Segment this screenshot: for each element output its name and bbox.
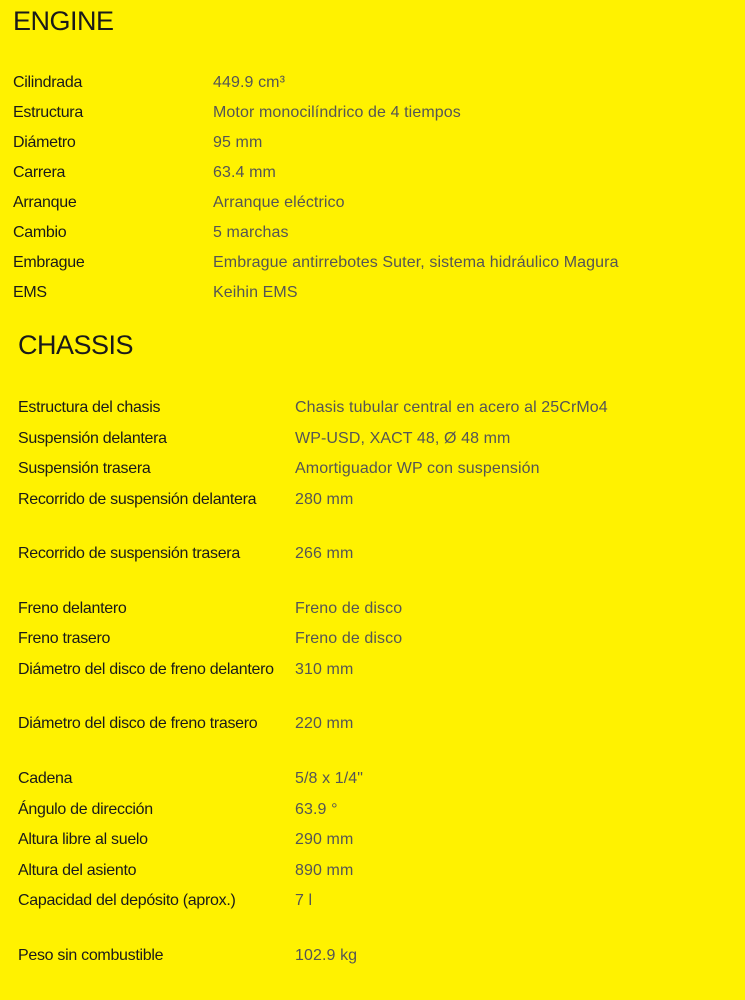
spec-label: Carrera xyxy=(13,164,66,181)
spec-label: Diámetro del disco de freno trasero xyxy=(18,715,258,733)
spec-row-ems xyxy=(0,281,745,311)
spec-value: 449.9 cm³ xyxy=(213,74,286,91)
spec-row-altura-libre xyxy=(0,828,745,859)
chassis-title: CHASSIS xyxy=(18,330,134,360)
spec-value: Freno de disco xyxy=(295,599,403,617)
spec-label: Cadena xyxy=(18,769,73,787)
spec-value: 102.9 kg xyxy=(295,946,358,964)
spec-row-estructura-chasis xyxy=(0,396,745,427)
spec-label: Estructura xyxy=(13,104,83,121)
spec-row-arranque xyxy=(0,191,745,221)
engine-spec-table xyxy=(0,71,745,311)
spec-row-cilindrada xyxy=(0,71,745,101)
spec-value: 95 mm xyxy=(213,134,263,151)
spec-value: 310 mm xyxy=(295,660,354,678)
spec-label: Diámetro del disco de freno delantero xyxy=(18,660,274,678)
spec-row-diametro xyxy=(0,131,745,161)
spec-row-recorrido-trasera xyxy=(0,542,745,597)
spec-row-angulo-direccion xyxy=(0,798,745,829)
spec-value: 280 mm xyxy=(295,490,354,508)
spec-value: Motor monocilíndrico de 4 tiempos xyxy=(213,104,461,121)
spec-value: 266 mm xyxy=(295,545,354,563)
spec-row-suspension-delantera xyxy=(0,427,745,458)
spec-value: 63.4 mm xyxy=(213,164,276,181)
spec-row-suspension-trasera xyxy=(0,457,745,488)
spec-label: Freno delantero xyxy=(18,599,127,617)
spec-label: Suspensión delantera xyxy=(18,429,167,447)
spec-row-altura-asiento xyxy=(0,859,745,890)
spec-label: Ángulo de dirección xyxy=(18,800,153,818)
spec-label: Altura del asiento xyxy=(18,861,137,879)
spec-row-disco-delantero xyxy=(0,658,745,713)
spec-label: Embrague xyxy=(13,254,85,271)
spec-row-freno-trasero xyxy=(0,627,745,658)
spec-label: EMS xyxy=(13,284,47,301)
spec-label: Capacidad del depósito (aprox.) xyxy=(18,892,236,910)
spec-row-freno-delantero xyxy=(0,597,745,628)
spec-value: Keihin EMS xyxy=(213,284,298,301)
spec-row-cadena xyxy=(0,767,745,798)
engine-title: ENGINE xyxy=(13,6,114,36)
spec-value: Embrague antirrebotes Suter, sistema hidráulico Magura xyxy=(213,254,619,271)
spec-value: Chasis tubular central en acero al 25CrMo4 xyxy=(295,399,608,416)
spec-value: 63.9 ° xyxy=(295,800,338,818)
spec-value: 5 marchas xyxy=(213,224,289,241)
spec-value: 890 mm xyxy=(295,861,354,879)
spec-row-embrague xyxy=(0,251,745,281)
spec-label: Altura libre al suelo xyxy=(18,831,148,849)
spec-label: Recorrido de suspensión trasera xyxy=(18,545,240,563)
spec-label: Cilindrada xyxy=(13,74,83,91)
spec-label: Cambio xyxy=(13,224,67,241)
spec-value: Amortiguador WP con suspensión xyxy=(295,460,540,478)
spec-label: Freno trasero xyxy=(18,630,111,648)
spec-label: Estructura del chasis xyxy=(18,399,161,416)
spec-label: Diámetro xyxy=(13,134,76,151)
spec-row-capacidad-deposito xyxy=(0,889,745,944)
spec-row-cambio xyxy=(0,221,745,251)
spec-label: Recorrido de suspensión delantera xyxy=(18,490,257,508)
spec-value: Arranque eléctrico xyxy=(213,194,345,211)
spec-label: Peso sin combustible xyxy=(18,946,164,964)
spec-row-estructura xyxy=(0,101,745,131)
spec-value: 290 mm xyxy=(295,831,354,849)
spec-value: 5/8 x 1/4" xyxy=(295,769,364,787)
spec-value: Freno de disco xyxy=(295,630,403,648)
spec-value: 220 mm xyxy=(295,715,354,733)
spec-row-carrera xyxy=(0,161,745,191)
spec-value: 7 l xyxy=(295,892,313,910)
spec-label: Arranque xyxy=(13,194,77,211)
spec-row-peso xyxy=(0,944,745,975)
spec-row-recorrido-delantera xyxy=(0,488,745,543)
spec-label: Suspensión trasera xyxy=(18,460,151,478)
spec-value: WP-USD, XACT 48, Ø 48 mm xyxy=(295,429,511,447)
spec-row-disco-trasero xyxy=(0,712,745,767)
chassis-spec-table xyxy=(0,396,745,974)
